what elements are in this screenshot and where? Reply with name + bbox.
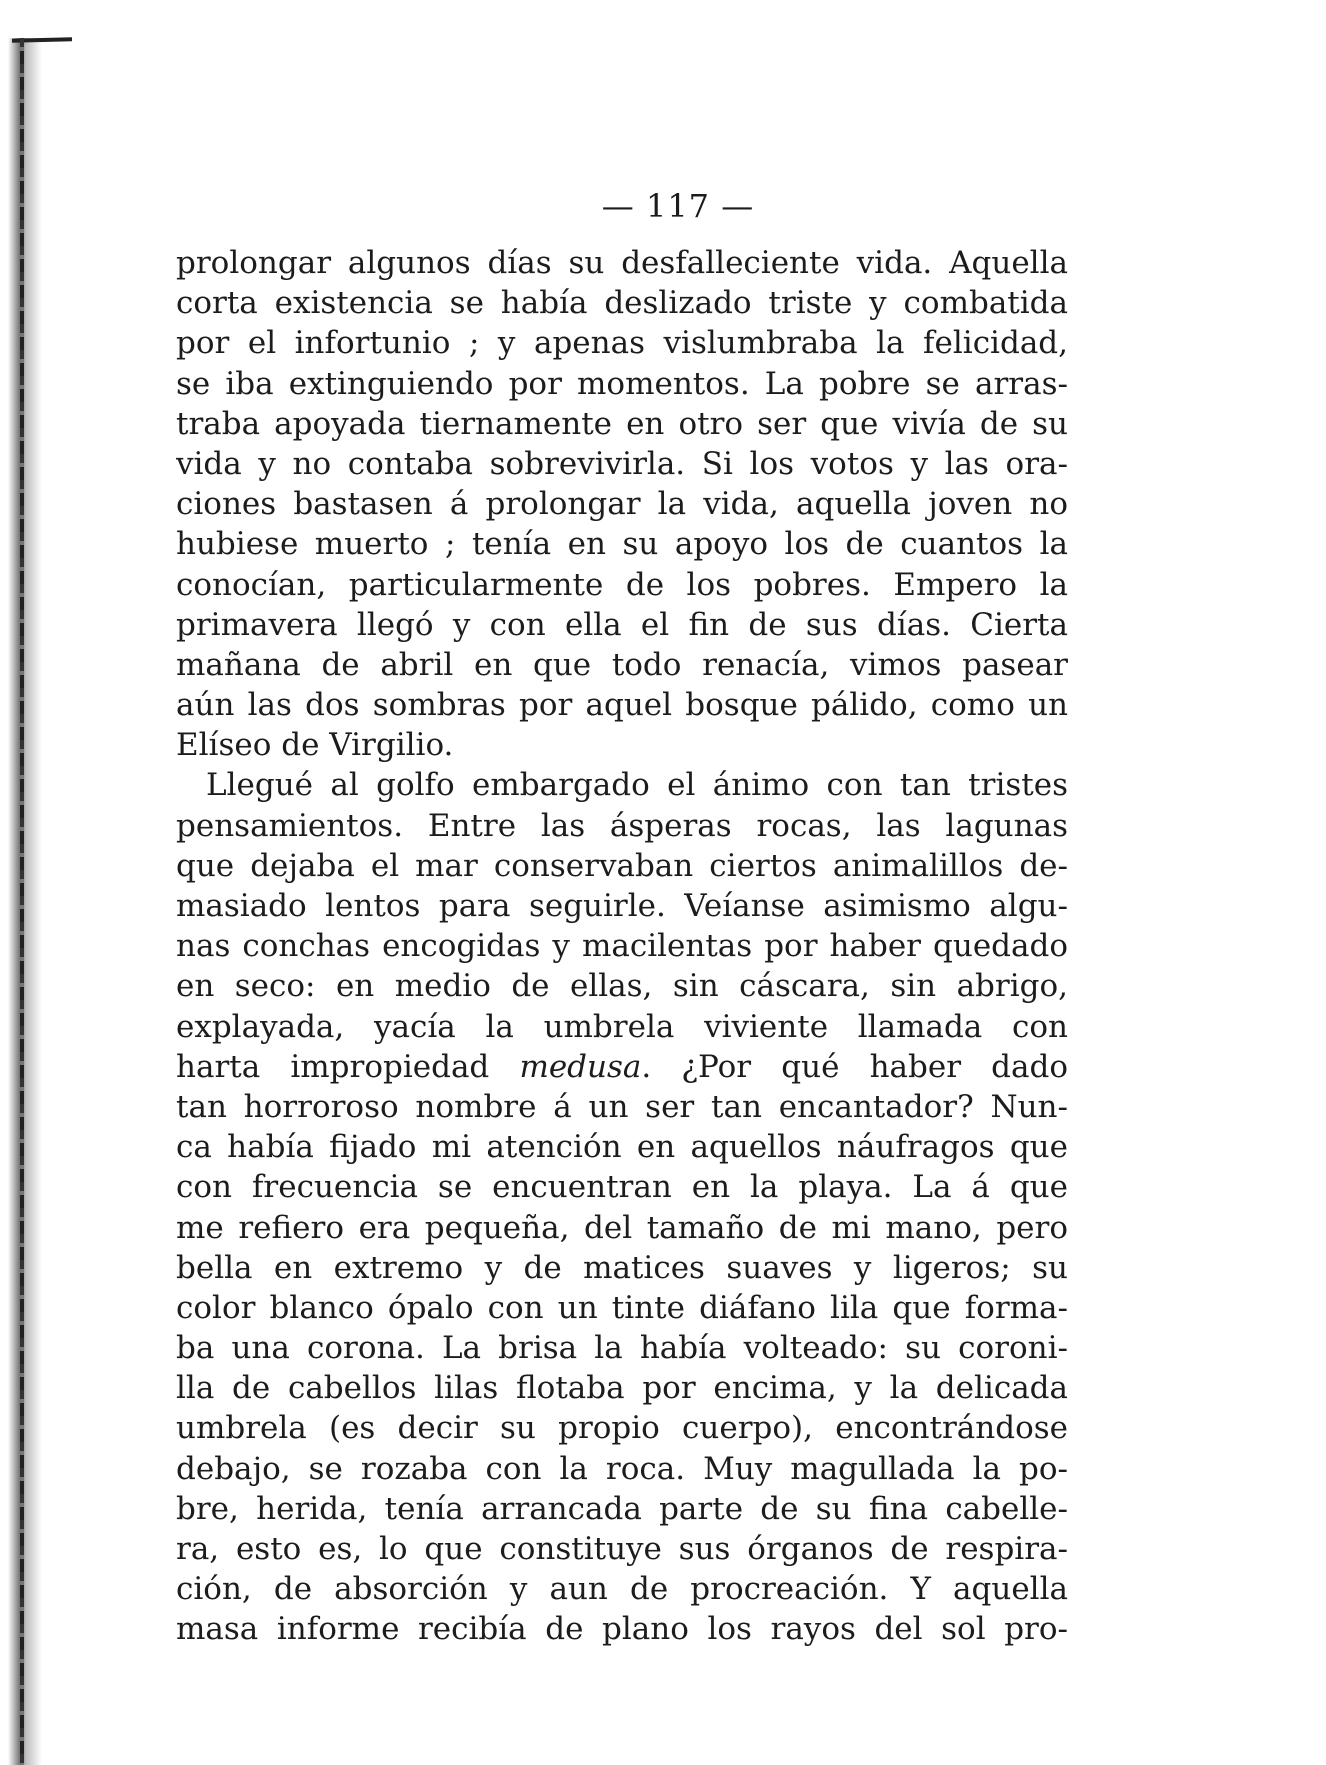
binding-edge-shadow: [8, 38, 50, 1765]
text-line: ciones bastasen á prolongar la vida, aquella joven no: [176, 486, 1068, 523]
text-line: ba una corona. La brisa la había volteado: su coroni-: [176, 1330, 1068, 1367]
text-line: debajo, se rozaba con la roca. Muy magullada la po-: [176, 1450, 1068, 1487]
text-line: explayada, yacía la umbrela viviente llamada con: [176, 1008, 1068, 1045]
text-line: hubiese muerto ; tenía en su apoyo los de cuantos la: [176, 526, 1068, 563]
text-line: masiado lentos para seguirle. Veíanse asimismo algu-: [176, 888, 1068, 924]
text-line: bre, herida, tenía arrancada parte de su fina cabelle-: [176, 1490, 1068, 1527]
text-line: prolongar algunos días su desfalleciente vida. Aquella: [176, 245, 1068, 281]
text-line: ra, esto es, lo que constituye sus órganos de respira-: [176, 1531, 1068, 1567]
text-line: pensamientos. Entre las ásperas rocas, las lagunas: [176, 807, 1068, 844]
text-line: color blanco ópalo con un tinte diáfano lila que forma-: [176, 1289, 1068, 1326]
text-line: harta impropiedad medusa. ¿Por qué haber dado: [176, 1048, 1068, 1085]
text-line: que dejaba el mar conservaban ciertos animalillos de-: [176, 847, 1068, 884]
text-line: ca había fijado mi atención en aquellos náufragos que: [176, 1129, 1068, 1166]
text-line: primavera llegó y con ella el fin de sus días. Cierta: [176, 606, 1068, 643]
text-line: en seco: en medio de ellas, sin cáscara, sin abrigo,: [176, 968, 1068, 1005]
text-line: mañana de abril en que todo renacía, vimos pasear: [176, 646, 1068, 683]
text-line: nas conchas encogidas y macilentas por haber quedado: [176, 928, 1068, 965]
text-line: ción, de absorción y aun de procreación. Y aquella: [176, 1571, 1068, 1608]
text-line: aún las dos sombras por aquel bosque pálido, como un: [176, 687, 1068, 724]
text-line: conocían, particularmente de los pobres. Empero la: [176, 566, 1068, 603]
body-text: [176, 243, 1068, 1650]
paragraph-start-line: Llegué al golfo embargado el ánimo con tan tristes: [206, 767, 1068, 804]
text-line: lla de cabellos lilas flotaba por encima, y la delicada: [176, 1370, 1068, 1407]
text-line: masa informe recibía de plano los rayos del sol pro-: [176, 1611, 1068, 1648]
text-line: corta existencia se había deslizado triste y combatida: [176, 285, 1068, 322]
text-line: me refiero era pequeña, del tamaño de mi mano, pero: [176, 1209, 1068, 1246]
text-line: traba apoyada tiernamente en otro ser que vivía de su: [176, 405, 1068, 442]
page-number: — 117 —: [601, 187, 755, 225]
text-line: bella en extremo y de matices suaves y ligeros; su: [176, 1249, 1068, 1286]
text-line: tan horroroso nombre á un ser tan encantador? Nun-: [176, 1088, 1068, 1125]
text-line: por el infortunio ; y apenas vislumbraba la felicidad,: [176, 325, 1068, 362]
text-line: se iba extinguiendo por momentos. La pobre se arras-: [176, 365, 1068, 402]
text-line: vida y no contaba sobrevivirla. Si los votos y las ora-: [176, 445, 1068, 482]
text-line: umbrela (es decir su propio cuerpo), encontrándose: [176, 1410, 1068, 1447]
text-line: con frecuencia se encuentran en la playa. La á que: [176, 1169, 1068, 1206]
text-line: Elíseo de Virgilio.: [176, 727, 454, 764]
